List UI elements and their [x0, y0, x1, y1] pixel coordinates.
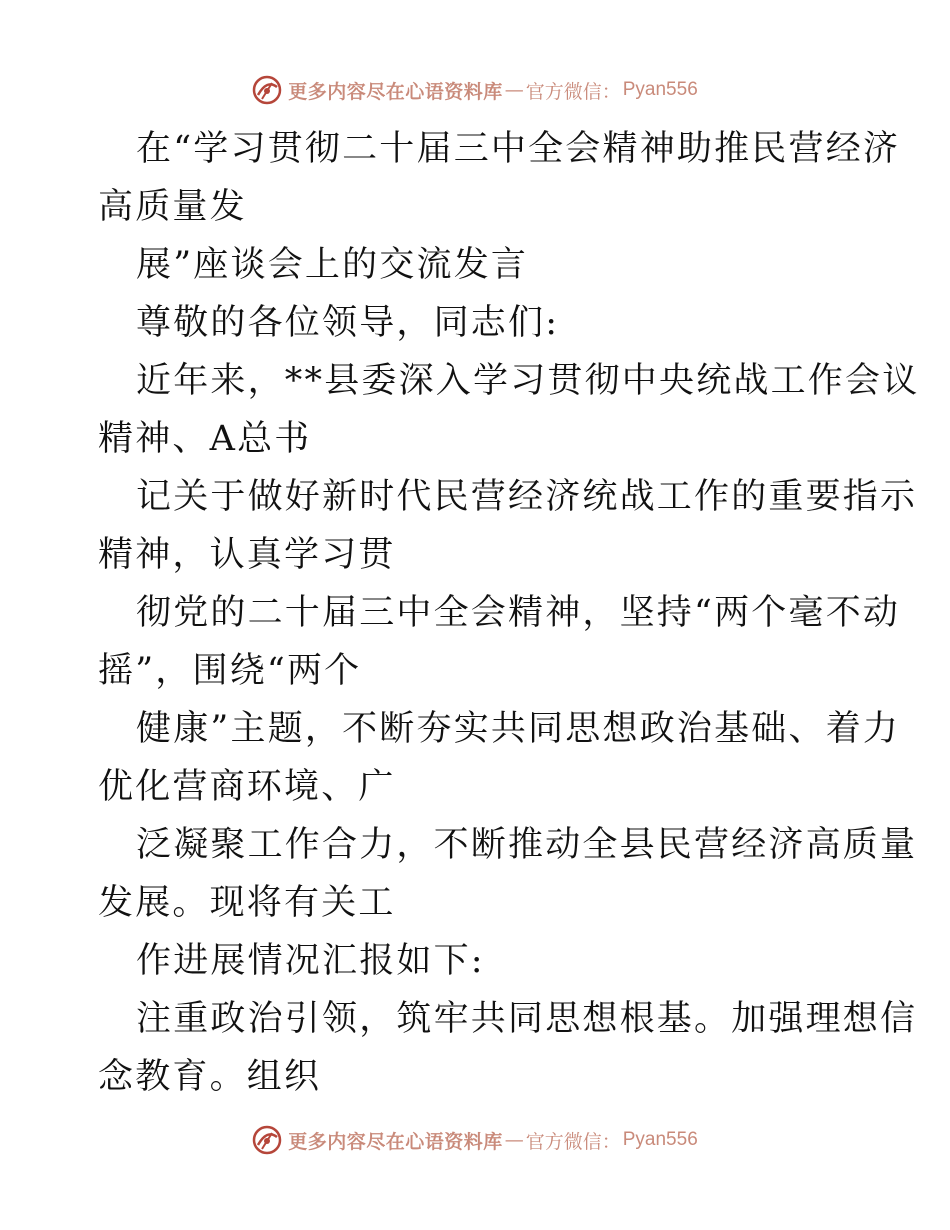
paragraph-line: 近年来，**县委深入学习贯彻中央统战工作会议 — [136, 361, 920, 401]
title-line-1: 在“学习贯彻二十届三中全会精神助推民营经济 — [136, 129, 901, 169]
header-watermark-banner — [0, 70, 950, 110]
banner-wechat-id: Pyan556 — [622, 1129, 698, 1150]
paragraph-line: 发展。现将有关工 — [98, 883, 396, 923]
paragraph-line: 彻党的二十届三中全会精神，坚持“两个毫不动 — [136, 593, 901, 633]
banner-wechat-label: 官方微信： — [525, 80, 621, 103]
paragraph-line: 优化营商环境、广 — [98, 767, 396, 807]
paragraph-line: 注重政治引领，筑牢共同思想根基。加强理想信 — [136, 999, 918, 1039]
paragraph-line: 摇”，围绕“两个 — [98, 651, 362, 691]
title-line-2: 高质量发 — [98, 187, 247, 227]
paragraph-line: 泛凝聚工作合力，不断推动全县民营经济高质量 — [136, 825, 918, 865]
library-logo-icon — [252, 75, 282, 105]
library-logo-icon — [252, 1125, 282, 1155]
paragraph-line: 念教育。组织 — [98, 1057, 322, 1097]
banner-wechat-label: 官方微信： — [525, 1130, 621, 1153]
footer-watermark-banner — [0, 1120, 950, 1160]
paragraph-line: 作进展情况汇报如下: — [136, 941, 485, 981]
title-line-3: 展”座谈会上的交流发言 — [136, 245, 529, 285]
paragraph-line: 精神、A总书 — [98, 419, 312, 459]
paragraph-line: 健康”主题，不断夯实共同思想政治基础、着力 — [136, 709, 901, 749]
banner-main-text: 更多内容尽在心语资料库 — [288, 1130, 503, 1153]
banner-main-text: 更多内容尽在心语资料库 — [288, 80, 503, 103]
banner-dash: — — [504, 1129, 524, 1151]
banner-wechat-id: Pyan556 — [622, 79, 698, 100]
salutation: 尊敬的各位领导，同志们: — [136, 303, 560, 343]
document-body — [98, 120, 920, 1106]
paragraph-line: 精神，认真学习贯 — [98, 535, 396, 575]
banner-dash: — — [504, 79, 524, 101]
paragraph-line: 记关于做好新时代民营经济统战工作的重要指示 — [136, 477, 918, 517]
